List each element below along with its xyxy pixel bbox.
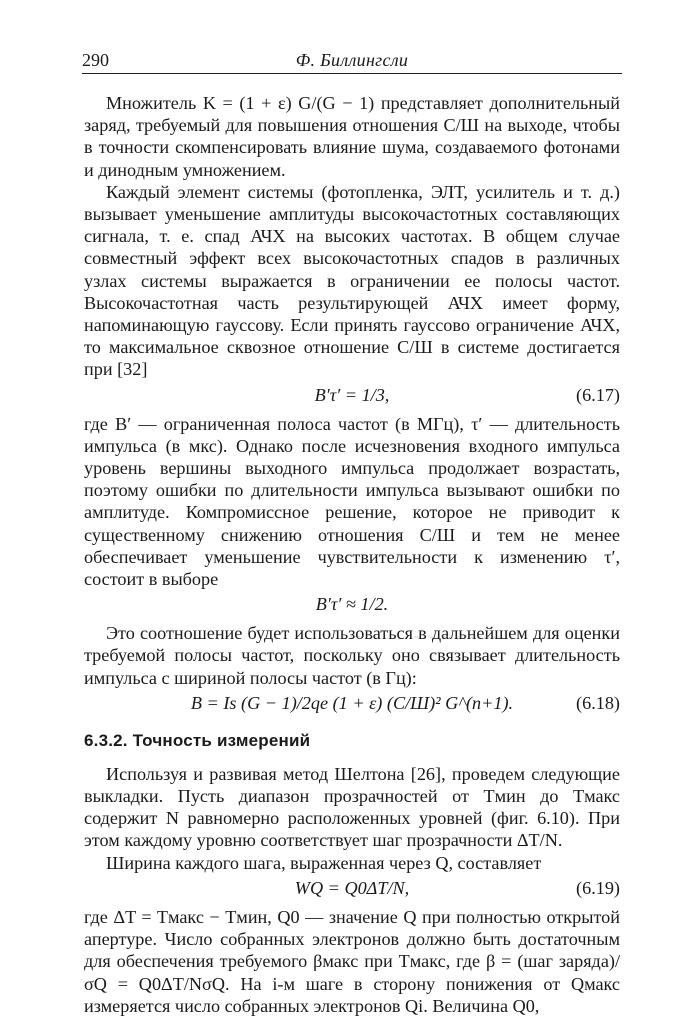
page-header: [82, 48, 622, 74]
equation-6-17-number: (6.17): [576, 384, 620, 405]
paragraph-step-width: Ширина каждого шага, выраженная через Q, составляет: [106, 852, 542, 873]
equation-compromise-formula: B′τ′ ≈ 1/2.: [315, 594, 389, 615]
equation-6-19-formula: WQ = Q0ΔT/N,: [294, 877, 410, 898]
equation-6-19-number: (6.19): [576, 877, 620, 898]
scan-artifact-right: [412, 633, 502, 641]
equation-6-18: [84, 689, 620, 721]
section-heading: [84, 731, 620, 751]
page-number: 290: [82, 50, 109, 70]
section-title: Точность измерений: [132, 730, 311, 750]
equation-6-18-number: (6.18): [576, 692, 620, 713]
paragraph-bandwidth: где B′ — ограниченная полоса частот (в МГц), τ′ — длительность импульса (в мкс). Однако после исчезновения входного импульса уровень вершины выходного импульса продолжает возрастать, поэтому ошибки по длительности импульса вызывают ошибки по амплитуде. Компромиссное решение, которое не приводит к существенному снижению отношения С/Ш и тем не менее обеспечивает уменьшение чувствительности к изменению τ′, состоит в выборе: [84, 413, 620, 590]
paragraph-system-elements: Каждый элемент системы (фотопленка, ЭЛТ, усилитель и т. д.) вызывает уменьшение амплитуды высокочастотных составляющих сигнала, т. е. спад АЧХ на высоких частотах. В общем случае совместный эффект всех высокочастотных спадов в различных узлах системы выражается в ограничении ее полосы частот. Высокочастотная часть результирующей АЧХ имеет форму, напоминающую гауссову. Если принять гауссово ограничение АЧХ, то максимальное сквозное отношение С/Ш в системе достигается при [32]: [84, 181, 620, 380]
header-rule: [82, 73, 622, 74]
page-body: [84, 92, 620, 1017]
running-title: Ф. Биллингсли: [295, 50, 409, 70]
paragraph-shelton-method: Используя и развивая метод Шелтона [26], проведем следующие выкладки. Пусть диапазон прозрачностей от Tмин до Tмакс содержит N равномерно расположенных уровней (фиг. 6.10). При этом каждому уровню соответствует шаг прозрачности ΔT/N.: [84, 763, 620, 851]
equation-6-17: [84, 381, 620, 413]
paragraph-multiplier: Множитель K = (1 + ε) G/(G − 1) представляет дополнительный заряд, требуемый для повышения отношения С/Ш на выходе, чтобы в точности скомпенсировать влияние шума, создаваемого фотонами и динодным умножением.: [84, 93, 620, 180]
paragraph-relation: Это соотношение будет использоваться в дальнейшем для оценки требуемой полосы частот, поскольку оно связывает длительность импульса с шириной полосы частот (в Гц):: [84, 623, 620, 688]
section-number: 6.3.2.: [84, 730, 128, 750]
equation-6-18-formula: B = Is (G − 1)/2qe (1 + ε) (С/Ш)² G^(n+1).: [190, 692, 514, 713]
equation-compromise: [84, 590, 620, 622]
scan-artifact-left: [340, 633, 380, 641]
equation-6-17-formula: B′τ′ = 1/3,: [314, 384, 390, 405]
paragraph-delta-t: где ΔT = Tмакс − Tмин, Q0 — значение Q при полностью открытой апертуре. Число собранных электронов должно быть достаточным для обеспечения требуемого βмакс при Tмакс, где β = (шаг заряда)/σQ = Q0ΔT/NσQ. На i-м шаге в сторону понижения от Qмакс измеряется число собранных электронов Qi. Величина Q0,: [84, 906, 620, 1016]
equation-6-19: [84, 874, 620, 906]
